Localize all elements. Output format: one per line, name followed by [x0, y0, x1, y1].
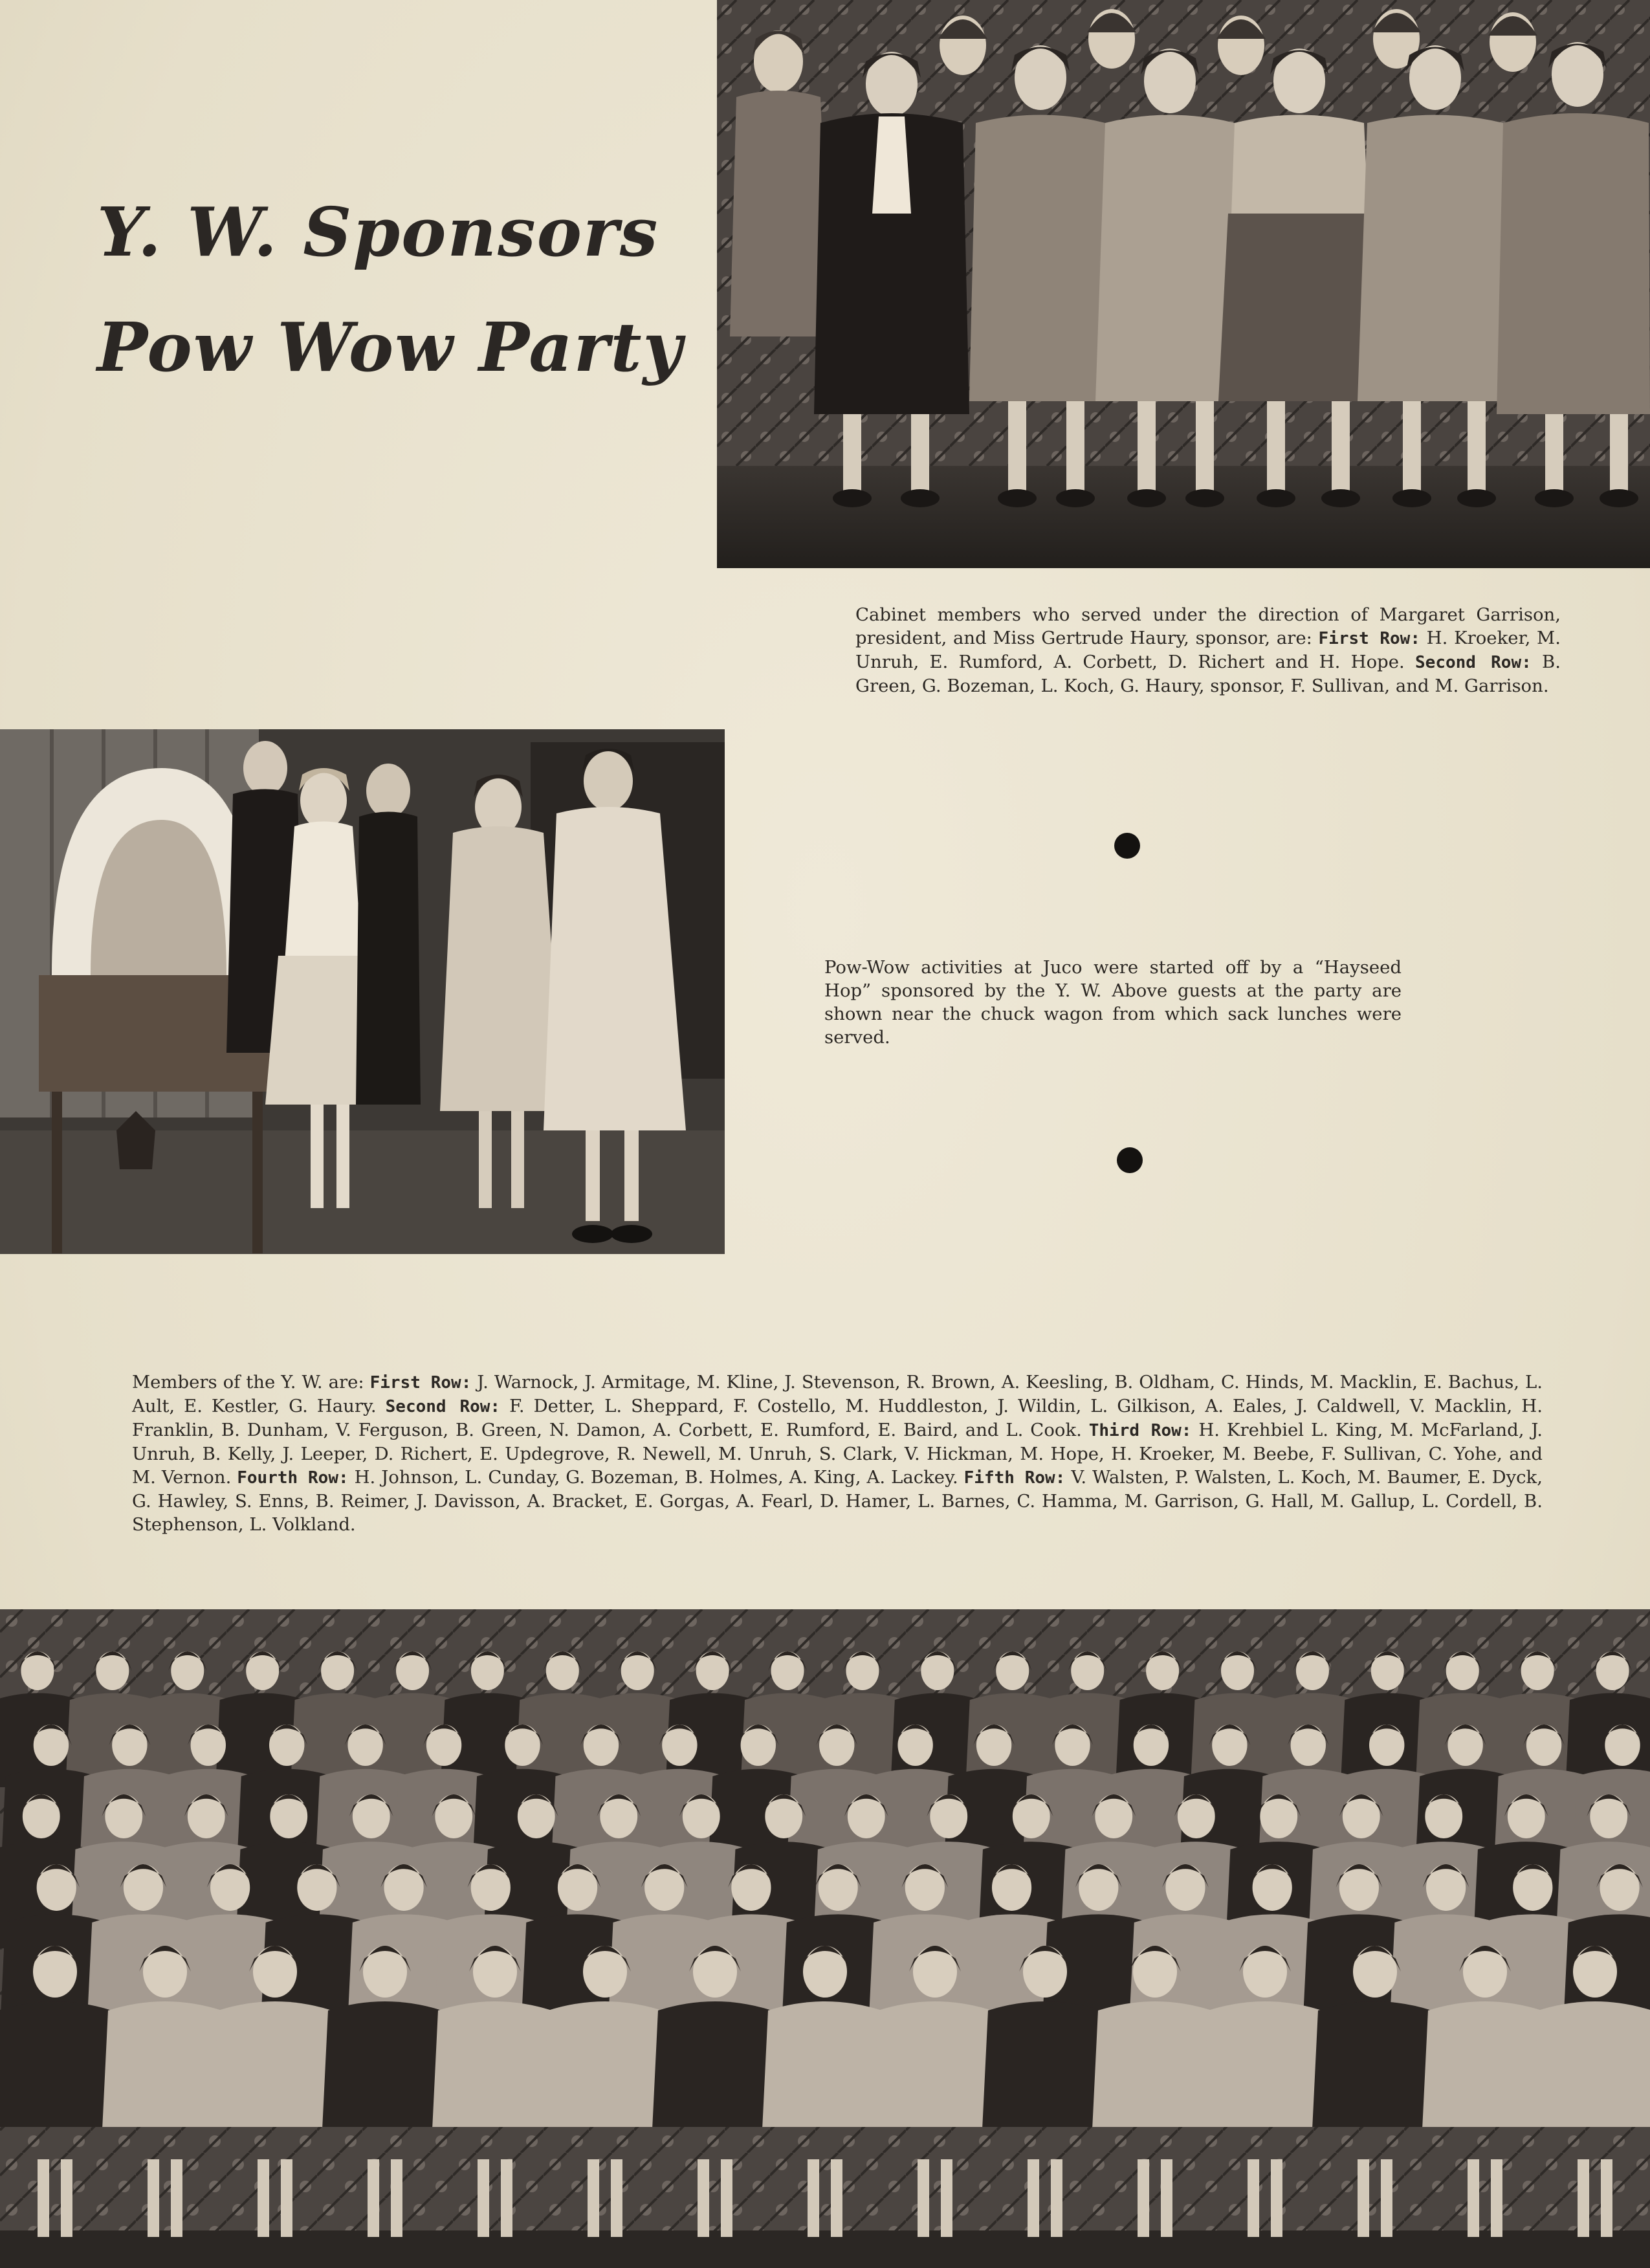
member-leg — [281, 2159, 292, 2237]
member-face — [188, 1794, 225, 1838]
member-face — [848, 1794, 885, 1838]
member-face — [1463, 1946, 1507, 1998]
member-face — [558, 1864, 597, 1911]
member-face — [546, 1651, 579, 1690]
member-figure — [102, 2001, 228, 2127]
member-face — [905, 1864, 945, 1911]
member-figure — [1092, 2001, 1218, 2127]
cabinet-caption — [855, 603, 1561, 698]
member-leg — [148, 2159, 159, 2237]
member-leg — [1138, 2159, 1149, 2237]
member-face — [1212, 1724, 1247, 1766]
member-face — [363, 1946, 407, 1998]
page-title — [97, 175, 683, 405]
member-face — [23, 1794, 60, 1838]
member-leg — [258, 2159, 269, 2237]
member-face — [765, 1794, 802, 1838]
members-second-row-label: Second Row: — [385, 1397, 501, 1416]
members-first-row-names: J. Warnock, J. Armitage, M. Kline, J. Stevenson, R. Brown, A. Keesling, B. Oldham, C. Hinds, M. Macklin, E. Bachus, L. Ault, E. Kestler, G. Haury. — [132, 1372, 1543, 1416]
member-face — [1243, 1946, 1287, 1998]
members-photo-image — [0, 1609, 1650, 2268]
member-face — [1513, 1864, 1552, 1911]
cabinet-second-row-label: Second Row: — [1415, 653, 1532, 672]
member-face — [1600, 1864, 1639, 1911]
member-face — [33, 1946, 77, 1998]
member-face — [1134, 1724, 1169, 1766]
title-line-1: Y. W. Sponsors — [97, 192, 659, 272]
member-face — [819, 1724, 854, 1766]
members-third-row-names: H. Krehbiel L. King, M. McFarland, J. Unruh, B. Kelly, J. Leeper, D. Richert, E. Updegrove, R. Newell, M. Unruh, S. Clark, V. Hickman, M. Hope, H. Kroeker, M. Beebe, F. Sullivan, C. Yohe, and M. Vernon. — [132, 1420, 1543, 1488]
member-face — [143, 1946, 187, 1998]
member-leg — [478, 2159, 489, 2237]
member-face — [396, 1651, 429, 1690]
member-leg — [501, 2159, 512, 2237]
member-face — [471, 1651, 504, 1690]
member-face — [1221, 1651, 1254, 1690]
member-leg — [1161, 2159, 1172, 2237]
member-face — [253, 1946, 297, 1998]
members-fifth-row-label: Fifth Row: — [963, 1468, 1066, 1488]
member-face — [819, 1864, 858, 1911]
member-face — [1013, 1794, 1050, 1838]
member-leg — [1468, 2159, 1479, 2237]
member-face — [1590, 1794, 1627, 1838]
member-leg — [1578, 2159, 1589, 2237]
member-face — [1023, 1946, 1067, 1998]
title-line-2: Pow Wow Party — [97, 307, 683, 387]
member-face — [21, 1651, 54, 1690]
member-face — [1447, 1724, 1482, 1766]
member-face — [96, 1651, 129, 1690]
member-face — [1596, 1651, 1629, 1690]
member-face — [105, 1794, 142, 1838]
cabinet-photo — [717, 0, 1650, 568]
member-face — [471, 1864, 511, 1911]
members-fourth-row-label: Fourth Row: — [237, 1468, 349, 1488]
member-leg — [1491, 2159, 1502, 2237]
member-face — [270, 1794, 307, 1838]
member-face — [583, 1946, 627, 1998]
member-figure — [542, 2001, 668, 2127]
member-face — [1291, 1724, 1326, 1766]
member-leg — [588, 2159, 599, 2237]
bullet-dot — [1114, 833, 1140, 859]
member-face — [683, 1794, 720, 1838]
member-leg — [808, 2159, 819, 2237]
member-face — [1071, 1651, 1104, 1690]
cabinet-photo-image — [717, 0, 1650, 568]
member-face — [696, 1651, 729, 1690]
member-leg — [611, 2159, 622, 2237]
member-face — [897, 1724, 932, 1766]
member-face — [269, 1724, 304, 1766]
member-face — [1371, 1651, 1404, 1690]
member-leg — [391, 2159, 402, 2237]
member-face — [112, 1724, 147, 1766]
member-face — [846, 1651, 879, 1690]
member-face — [662, 1724, 697, 1766]
member-face — [34, 1724, 69, 1766]
member-leg — [38, 2159, 49, 2237]
bullet-dot — [1117, 1147, 1143, 1173]
members-fifth-row-names: V. Walsten, P. Walsten, L. Koch, M. Baumer, E. Dyck, G. Hawley, S. Enns, B. Reimer, J. Davisson, A. Bracket, E. Gorgas, A. Fearl, D. Hamer, L. Barnes, C. Hamma, M. Garrison, G. Hall, M. Gallup, L. Cordell, B. Stephenson, L. Volkland. — [132, 1467, 1543, 1535]
members-first-row-label: First Row: — [369, 1373, 472, 1393]
member-leg — [1358, 2159, 1369, 2237]
members-second-row-names: F. Detter, L. Sheppard, F. Costello, M. Huddleston, J. Wildin, L. Gilkison, A. Eales, J. Caldwell, V. Macklin, H. Franklin, B. Dunham, V. Ferguson, B. Green, N. Damon, A. Corbett, E. Rumford, E. Baird, and L. Cook. — [132, 1396, 1543, 1440]
member-face — [347, 1724, 382, 1766]
member-face — [996, 1651, 1029, 1690]
member-face — [1133, 1946, 1177, 1998]
member-figure — [982, 2001, 1108, 2127]
member-figure — [652, 2001, 778, 2127]
member-figure — [1312, 2001, 1438, 2127]
member-leg — [1051, 2159, 1062, 2237]
member-face — [1079, 1864, 1118, 1911]
member-face — [1095, 1794, 1132, 1838]
member-face — [321, 1651, 354, 1690]
member-figure — [762, 2001, 888, 2127]
member-figure — [432, 2001, 558, 2127]
member-face — [124, 1864, 163, 1911]
member-leg — [61, 2159, 72, 2237]
member-face — [384, 1864, 423, 1911]
member-face — [693, 1946, 737, 1998]
members-fourth-row-names: H. Johnson, L. Cunday, G. Bozeman, B. Holmes, A. King, A. Lackey. — [354, 1467, 958, 1488]
member-leg — [1601, 2159, 1612, 2237]
cabinet-first-row-label: First Row: — [1318, 629, 1420, 648]
member-face — [1253, 1864, 1292, 1911]
member-leg — [918, 2159, 929, 2237]
member-face — [731, 1864, 771, 1911]
member-face — [741, 1724, 776, 1766]
member-face — [1573, 1946, 1617, 1998]
member-face — [246, 1651, 279, 1690]
member-figure — [1532, 2001, 1650, 2127]
members-photo — [0, 1609, 1650, 2268]
member-face — [473, 1946, 517, 1998]
member-face — [803, 1946, 847, 1998]
member-face — [930, 1794, 967, 1838]
member-face — [1178, 1794, 1215, 1838]
member-face — [1526, 1724, 1561, 1766]
member-face — [1508, 1794, 1545, 1838]
member-face — [1343, 1794, 1380, 1838]
member-face — [171, 1651, 204, 1690]
member-leg — [1381, 2159, 1392, 2237]
member-face — [621, 1651, 654, 1690]
member-face — [992, 1864, 1031, 1911]
member-face — [1165, 1864, 1205, 1911]
member-leg — [831, 2159, 842, 2237]
member-face — [1605, 1724, 1640, 1766]
member-figure — [1422, 2001, 1548, 2127]
member-figure — [1202, 2001, 1328, 2127]
member-face — [1146, 1651, 1179, 1690]
member-face — [1260, 1794, 1297, 1838]
member-leg — [1028, 2159, 1039, 2237]
party-caption: Pow-Wow activities at Juco were started off by a “Hayseed Hop” sponsored by the Y. W. Above guests at the party are shown near the chuck wagon from which sack lunches were served. — [824, 957, 1402, 1048]
member-leg — [721, 2159, 732, 2237]
member-face — [600, 1794, 637, 1838]
cabinet-first-row-names: H. Kroeker, M. Unruh, E. Rumford, A. Corbett, D. Richert and H. Hope. — [855, 628, 1561, 672]
cabinet-caption-intro: Cabinet members who served under the direction of Margaret Garrison, president, and Miss Gertrude Haury, sponsor, are: — [855, 604, 1561, 648]
member-face — [1425, 1794, 1462, 1838]
member-face — [37, 1864, 76, 1911]
member-leg — [1271, 2159, 1282, 2237]
member-figure — [322, 2001, 448, 2127]
member-leg — [171, 2159, 182, 2237]
member-leg — [1248, 2159, 1259, 2237]
member-face — [913, 1946, 957, 1998]
member-face — [426, 1724, 461, 1766]
member-leg — [698, 2159, 709, 2237]
member-face — [1296, 1651, 1329, 1690]
member-face — [584, 1724, 619, 1766]
member-face — [518, 1794, 555, 1838]
members-caption-intro: Members of the Y. W. are: — [132, 1372, 364, 1393]
member-face — [1339, 1864, 1379, 1911]
member-face — [191, 1724, 226, 1766]
member-leg — [368, 2159, 379, 2237]
member-face — [297, 1864, 336, 1911]
member-figure — [0, 2001, 118, 2127]
member-figure — [872, 2001, 998, 2127]
party-photo — [0, 729, 725, 1254]
members-caption — [132, 1371, 1543, 1536]
member-face — [771, 1651, 804, 1690]
member-face — [1353, 1946, 1397, 1998]
member-face — [1369, 1724, 1404, 1766]
member-face — [435, 1794, 472, 1838]
members-third-row-label: Third Row: — [1088, 1421, 1192, 1440]
member-face — [505, 1724, 540, 1766]
member-face — [1426, 1864, 1466, 1911]
cabinet-second-row-names: B. Green, G. Bozeman, L. Koch, G. Haury, sponsor, F. Sullivan, and M. Garrison. — [855, 652, 1561, 696]
member-face — [1055, 1724, 1090, 1766]
member-face — [921, 1651, 954, 1690]
member-figure — [212, 2001, 338, 2127]
member-face — [976, 1724, 1011, 1766]
member-face — [1521, 1651, 1554, 1690]
member-face — [644, 1864, 684, 1911]
member-face — [210, 1864, 250, 1911]
party-photo-image — [0, 729, 725, 1254]
member-face — [1446, 1651, 1479, 1690]
member-face — [353, 1794, 390, 1838]
member-leg — [941, 2159, 952, 2237]
